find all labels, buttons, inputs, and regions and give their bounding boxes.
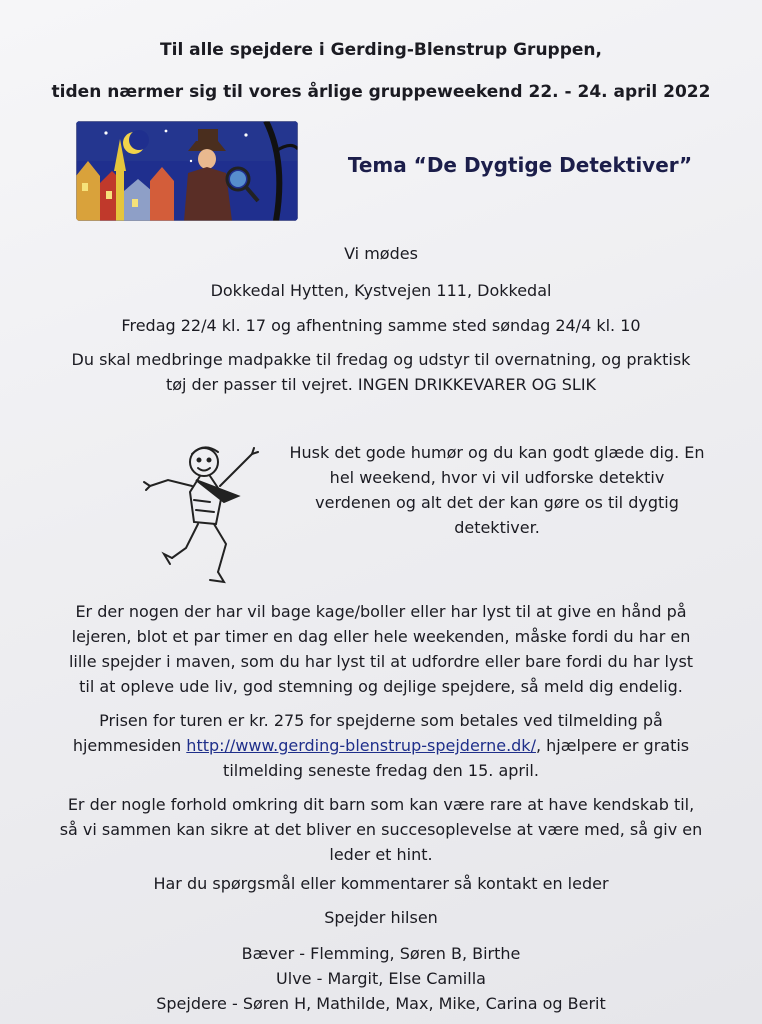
price-paragraph (30, 708, 732, 783)
leaders-baever: Bæver - Flemming, Søren B, Birthe (241, 944, 521, 963)
detective-night-banner-image (76, 121, 298, 221)
leaders-list (30, 941, 732, 1016)
price-line-2-prefix: hjemmesiden (72, 736, 187, 755)
meeting-time: Fredag 22/4 kl. 17 og afhentning samme sted søndag 24/4 kl. 10 (121, 316, 641, 335)
husk-line-4: detektiver. (454, 518, 540, 537)
conditions-line-2: så vi sammen kan sikre at det bliver en succesoplevelse at være med, så giv en (59, 820, 703, 839)
price-line-1: Prisen for turen er kr. 275 for spejderne som betales ved tilmelding på (99, 711, 663, 730)
husk-line-3: verdenen og alt det der kan gøre os til dygtig (315, 493, 679, 512)
meeting-intro: Vi mødes (344, 244, 418, 263)
contact-line: Har du spørgsmål eller kommentarer så kontakt en leder (153, 874, 609, 893)
bake-line-1: Er der nogen der har vil bage kage/boller eller har lyst til at give en hånd på (75, 602, 687, 621)
theme-title: Tema “De Dygtige Detektiver” (347, 153, 693, 177)
conditions-line-1: Er der nogle forhold omkring dit barn som kan være rare at have kendskab til, (67, 795, 695, 814)
greeting-line: Spejder hilsen (324, 908, 438, 927)
price-line-2 (30, 733, 732, 758)
signup-website-link[interactable]: http://www.gerding-blenstrup-spejderne.dk/ (186, 736, 536, 755)
meeting-place: Dokkedal Hytten, Kystvejen 111, Dokkedal (210, 281, 552, 300)
dancing-detective-illustration (140, 440, 270, 590)
bake-line-3: lille spejder i maven, som du har lyst til at udfordre eller bare fordi du har lyst (68, 652, 694, 671)
bring-line-2: tøj der passer til vejret. INGEN DRIKKEVARER OG SLIK (165, 375, 597, 394)
leaders-spejdere: Spejdere - Søren H, Mathilde, Max, Mike, Carina og Berit (156, 994, 606, 1013)
leaders-ulve: Ulve - Margit, Else Camilla (276, 969, 486, 988)
bring-paragraph (30, 347, 732, 397)
header-line-1: Til alle spejdere i Gerding-Blenstrup Gruppen, (160, 40, 602, 60)
husk-paragraph (282, 440, 712, 540)
husk-line-2: hel weekend, hvor vi vil udforske detektiv (329, 468, 665, 487)
price-line-2-suffix: , hjælpere er gratis (535, 736, 690, 755)
bake-line-2: lejeren, blot et par timer en dag eller hele weekenden, måske fordi du har en (71, 627, 691, 646)
header-line-2: tiden nærmer sig til vores årlige gruppeweekend 22. - 24. april 2022 (51, 82, 711, 102)
conditions-line-3: leder et hint. (329, 845, 433, 864)
conditions-paragraph (30, 792, 732, 867)
husk-line-1: Husk det gode humør og du kan godt glæde dig. En (289, 443, 705, 462)
bake-line-4: til at opleve ude liv, god stemning og dejlige spejdere, så meld dig endelig. (79, 677, 683, 696)
bake-paragraph (30, 599, 732, 699)
price-line-3: tilmelding seneste fredag den 15. april. (223, 761, 539, 780)
bring-line-1: Du skal medbringe madpakke til fredag og udstyr til overnatning, og praktisk (71, 350, 691, 369)
